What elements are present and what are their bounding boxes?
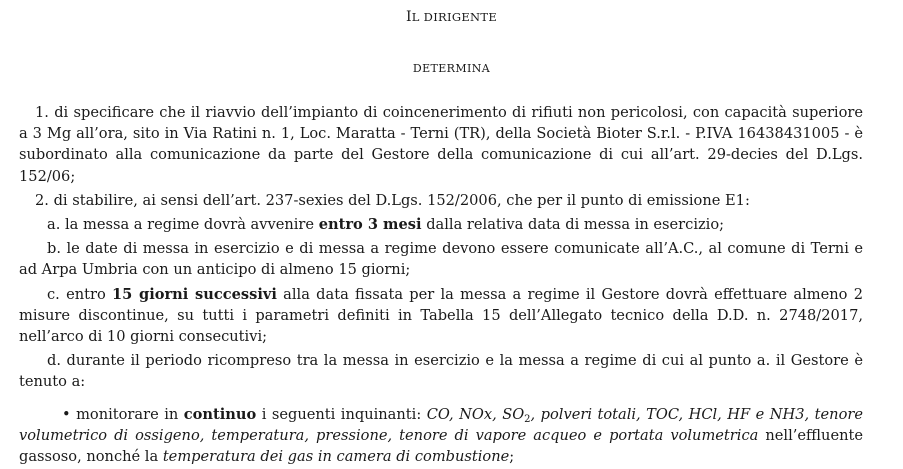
paragraph-2: 2. di stabilire, ai sensi dell’art. 237-sexies del D.Lgs. 152/2006, che per il punto di emissione E1: — [35, 191, 750, 209]
bullet-item — [19, 404, 863, 468]
heading-il-dirigente — [0, 9, 903, 25]
item-a-bold: entro 3 mesi — [318, 216, 422, 234]
bullet-text-4: ; — [509, 448, 515, 466]
bullet-subscript: 2 — [524, 413, 531, 425]
heading-initial: I — [405, 9, 412, 25]
document-body — [19, 102, 863, 467]
item-c-post: alla data fissata per la messa a regime il Gestore dovrà effettuare almeno 2 misure discontinue, su tutti i parametri definiti in Tabella 15 dell’Allegato tecnico della D.D. n. 2748/2017, nell’arco di 10 giorni consecutivi; — [19, 285, 863, 346]
item-a-post: dalla relativa data di messa in esercizio; — [421, 216, 725, 234]
bullet-italic-2: , polveri totali, TOC, HCl, HF e NH3, tenore volumetrico di ossigeno, temperatura, pressione, tenore di vapore acqueo e portata volumetrica — [19, 405, 863, 444]
bullet-italic-3: temperatura dei gas in camera di combustione — [162, 448, 510, 466]
item-a-pre: a. la messa a regime dovrà avvenire — [47, 216, 319, 234]
heading-determina: DETERMINA — [412, 62, 491, 75]
item-b: b. le date di messa in esercizio e di messa a regime devono essere comunicate all’A.C., al comune di Terni e ad Arpa Umbria con un anticipo di almeno 15 giorni; — [19, 240, 863, 279]
bullet-icon: • — [62, 405, 71, 423]
bullet-text-1: monitorare in — [70, 405, 184, 423]
item-c — [19, 284, 863, 348]
bullet-text-2: i seguenti inquinanti: — [256, 405, 427, 423]
bullet-italic-1: CO, NOx, SO — [426, 405, 525, 423]
paragraph-1: 1. di specificare che il riavvio dell’impianto di coincenerimento di rifiuti non pericolosi, con capacità superiore a 3 Mg all’ora, sito in Via Ratini n. 1, Loc. Maratta - Terni (TR), della Società Bioter S.r.l. - P.IVA 16438431005 - è subordinato alla comunicazione da parte del Gestore della comunicazione di cui all’art. 29-decies del D.Lgs. 152/06; — [19, 104, 863, 185]
bullet-bold: continuo — [183, 405, 257, 423]
bullet-text-3: nell’effluente gassoso, nonché la — [19, 426, 863, 466]
item-c-pre: c. entro — [47, 285, 112, 303]
heading-rest: L DIRIGENTE — [411, 10, 498, 24]
item-a — [19, 214, 863, 235]
item-d: d. durante il periodo ricompreso tra la messa in esercizio e la messa a regime di cui al punto a. il Gestore è tenuto a: — [19, 352, 863, 391]
item-c-bold: 15 giorni successivi — [112, 285, 277, 303]
